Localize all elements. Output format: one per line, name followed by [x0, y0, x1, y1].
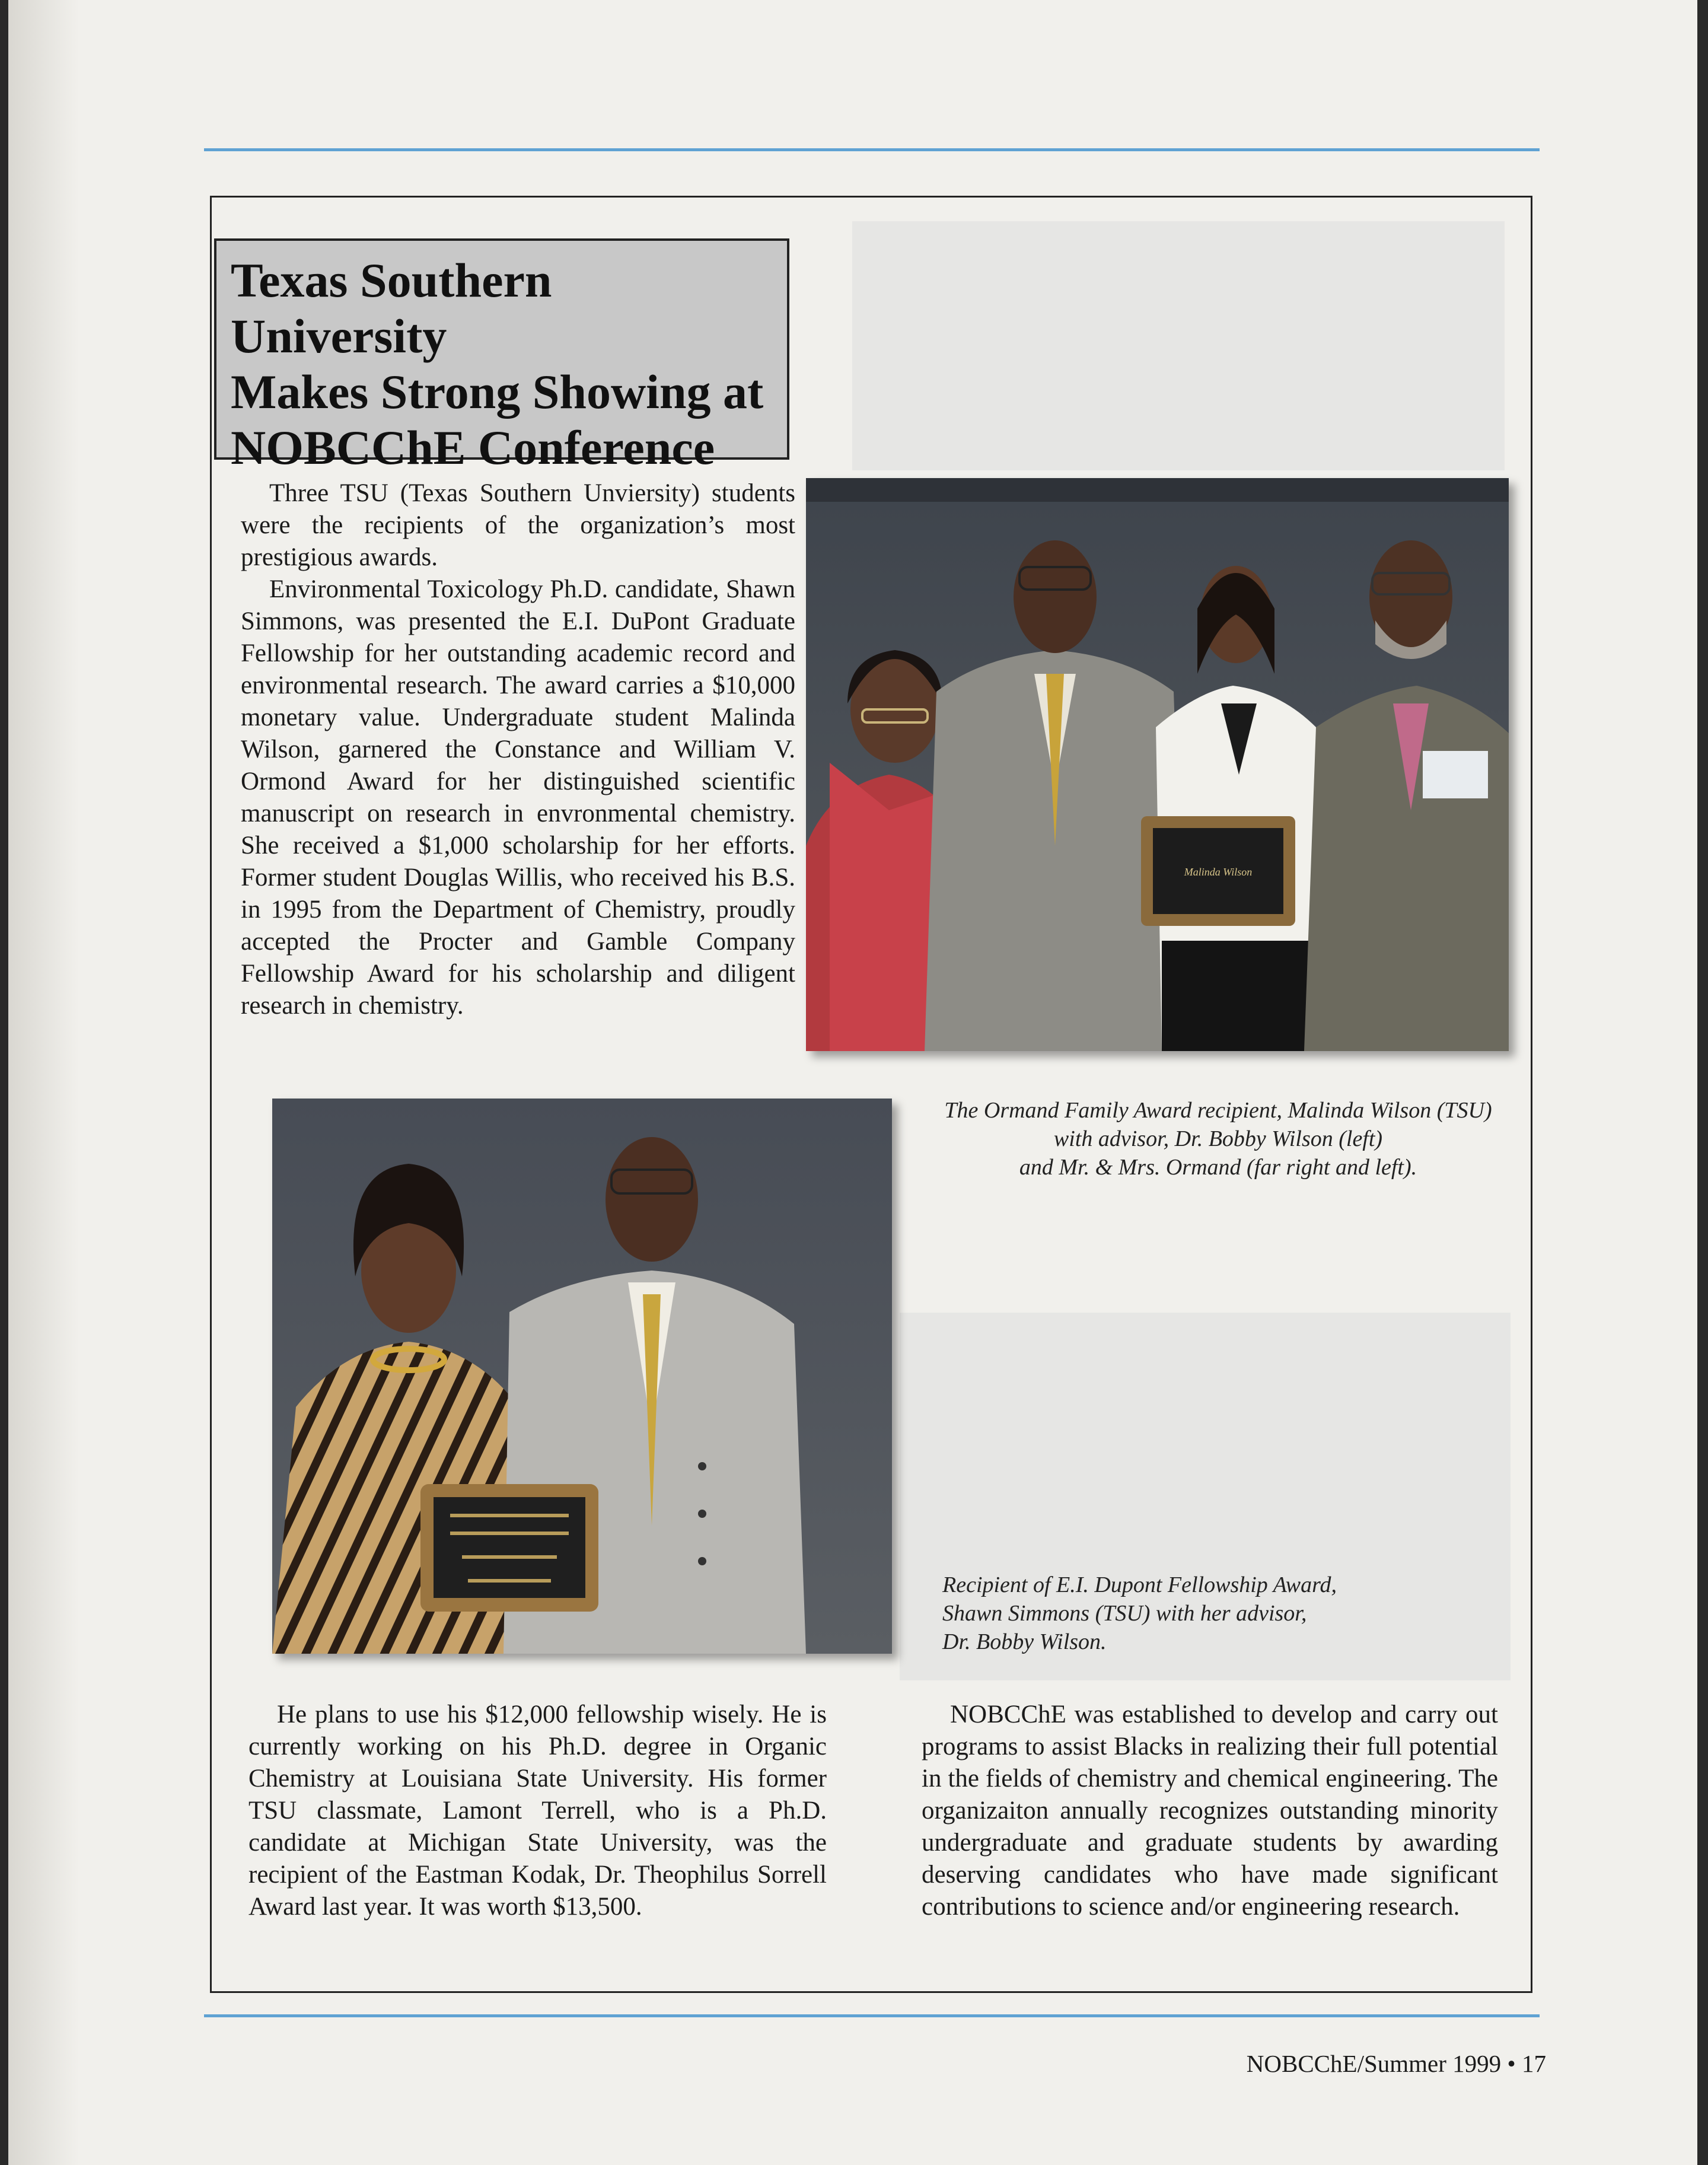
article-body-top — [241, 477, 795, 1022]
paragraph: Three TSU (Texas Southern Unviersity) students were the recipients of the organization’s most prestigious awards. — [241, 479, 795, 571]
paragraph: Environmental Toxicology Ph.D. candidate, Shawn Simmons, was presented the E.I. DuPont Graduate Fellowship for her outstanding academic record and environmental research. The award carries a $10,000 monetary value. Undergraduate student Malinda Wilson, garnered the Constance and William V. Ormond Award for her distinguished scientific manuscript on research in envronmental chemistry. She received a $1,000 scholarship for her efforts. Former student Douglas Willis, who received his B.S. in 1995 from the Department of Chemistry, proudly accepted the Procter and Gamble Company Fellowship Award for his scholarship and diligent research in chemistry. — [241, 575, 795, 1020]
caption-line: Dr. Bobby Wilson. — [942, 1629, 1107, 1654]
page-footer: NOBCChE/Summer 1999 • 17 — [1246, 2050, 1546, 2077]
caption-line: Recipient of E.I. Dupont Fellowship Award, — [942, 1572, 1337, 1597]
caption-line: Shawn Simmons (TSU) with her advisor, — [942, 1601, 1307, 1626]
magazine-page — [8, 0, 1697, 2165]
caption-line: with advisor, Dr. Bobby Wilson (left) — [1053, 1126, 1383, 1151]
title-line: Makes Strong Showing at — [231, 365, 764, 419]
group-photo-illustration — [806, 478, 1509, 1051]
caption-ormond-award — [910, 1096, 1527, 1182]
article-body-bottom-right — [922, 1699, 1498, 1923]
caption-line: The Ormand Family Award recipient, Malinda Wilson (TSU) — [944, 1098, 1492, 1123]
paragraph: He plans to use his $12,000 fellowship wisely. He is currently working on his Ph.D. degree in Organic Chemistry at Louisiana State University. His former TSU classmate, Lamont Terrell, who is a Ph.D. candidate at Michigan State University, was the recipient of the Eastman Kodak, Dr. Theophilus Sorrell Award last year. It was worth $13,500. — [248, 1701, 827, 1921]
pair-photo-illustration — [272, 1099, 892, 1654]
article-title-box — [214, 238, 789, 475]
photo-ormond-award-group — [806, 478, 1509, 1051]
caption-line: and Mr. & Mrs. Ormand (far right and left). — [1019, 1155, 1417, 1180]
title-line: Texas Southern University — [231, 253, 552, 363]
page-gutter-shadow — [8, 0, 79, 2165]
article-body-bottom-left — [248, 1699, 827, 1923]
plaque-name: Malinda Wilson — [1184, 866, 1253, 878]
bleed-through-block — [852, 221, 1505, 470]
article-title — [231, 253, 773, 476]
paragraph: NOBCChE was established to develop and carry out programs to assist Blacks in realizing their full potential in the fields of chemistry and chemical engineering. The organizaiton annually recognizes outstanding minority undergraduate and graduate students by awarding deserving candidates who have made significant contributions to science and/or engineering research. — [922, 1701, 1498, 1921]
bottom-rule — [204, 2014, 1540, 2017]
caption-dupont-award — [942, 1571, 1476, 1656]
photo-dupont-award-pair — [272, 1099, 892, 1654]
title-line: NOBCChE Conference — [231, 421, 715, 475]
top-rule — [204, 148, 1540, 151]
